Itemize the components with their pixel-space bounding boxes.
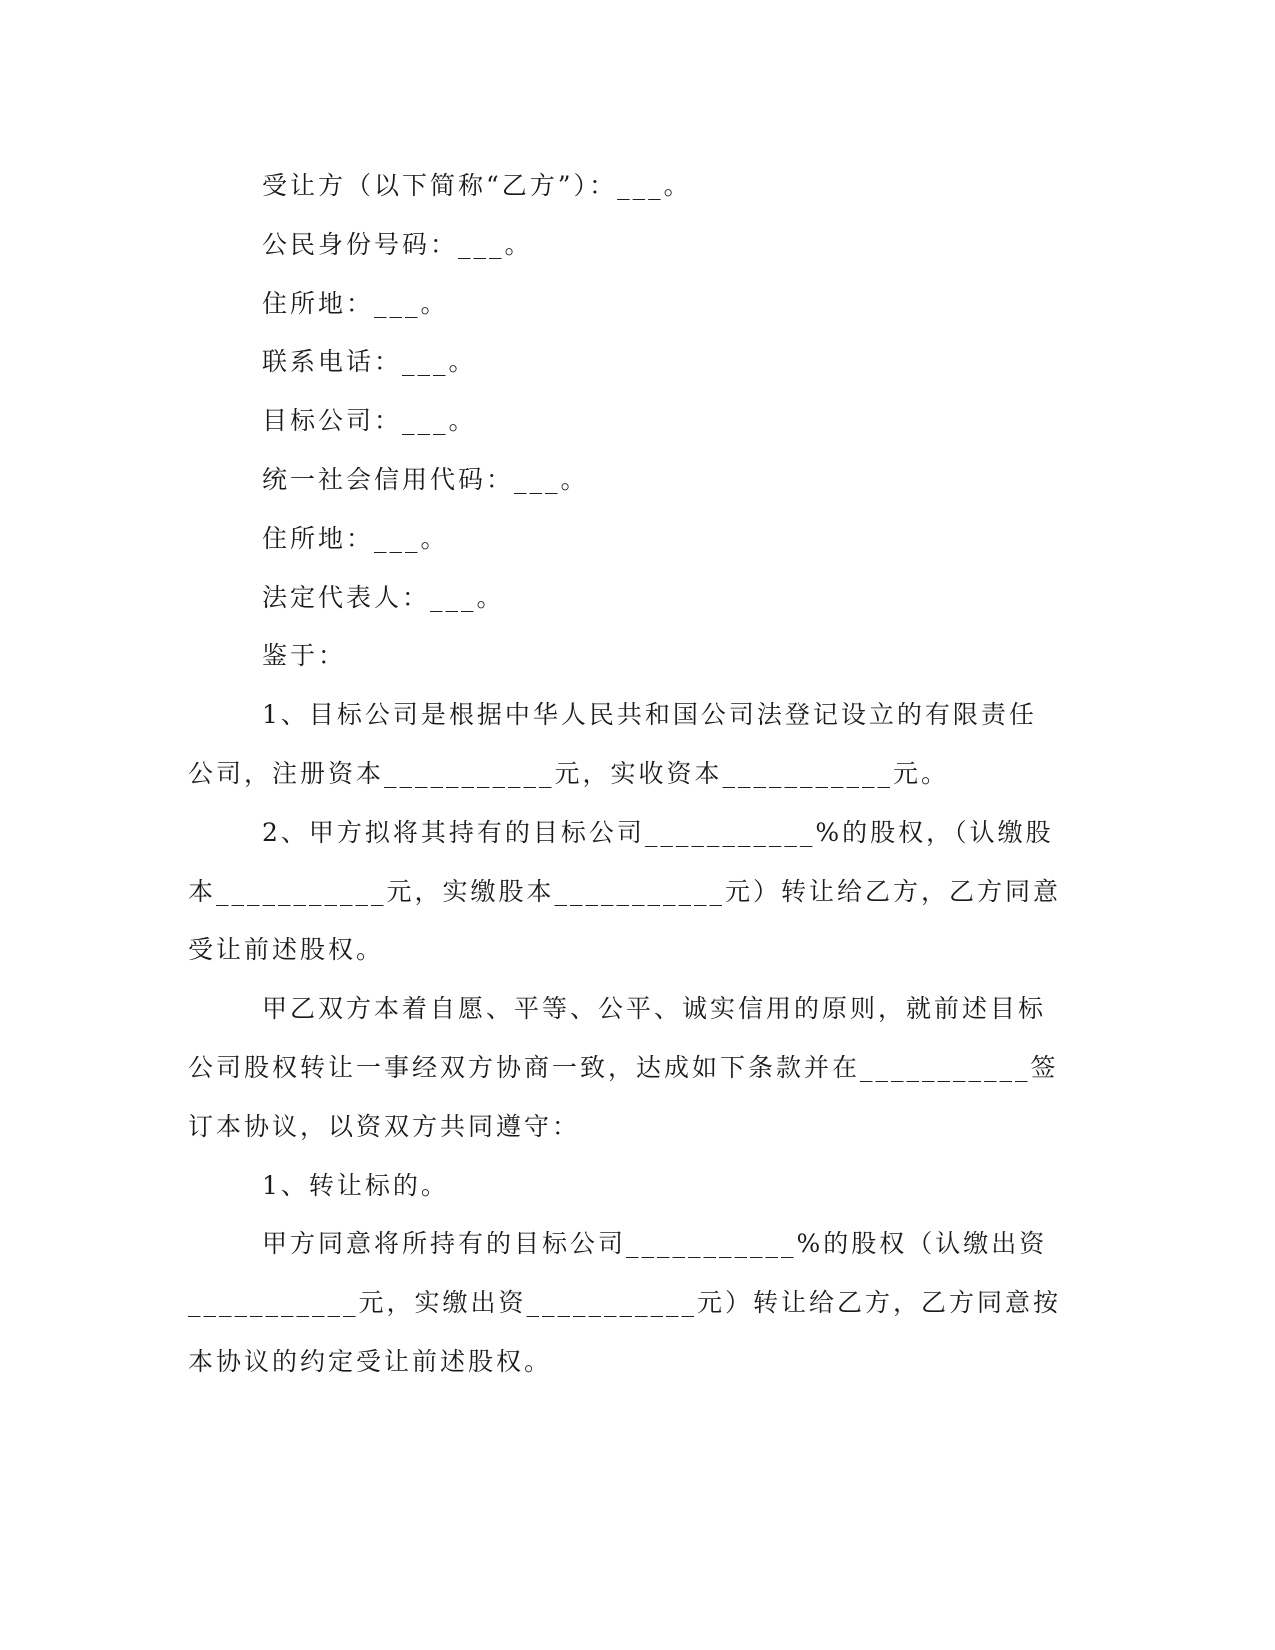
paragraph-line: 本协议的约定受让前述股权。: [188, 1347, 553, 1376]
paragraph-line: 公司股权转让一事经双方协商一致，达成如下条款并在___________签: [188, 1053, 1059, 1082]
legal-rep-line: 法定代表人：___。: [262, 583, 505, 612]
transferee-line: 受让方（以下简称“乙方”）：___。: [262, 171, 692, 200]
paragraph-line: 公司，注册资本___________元，实收资本___________元。: [188, 759, 950, 788]
paragraph-line: 订本协议，以资双方共同遵守：: [188, 1112, 581, 1141]
phone-line: 联系电话：___。: [262, 347, 477, 376]
credit-code-line: 统一社会信用代码：___。: [262, 465, 589, 494]
id-number-line: 公民身份号码：___。: [262, 230, 533, 259]
paragraph-line: 甲乙双方本着自愿、平等、公平、诚实信用的原则，就前述目标: [262, 994, 1047, 1023]
section-heading: 1、转让标的。: [262, 1171, 449, 1200]
paragraph-line: 受让前述股权。: [188, 935, 385, 964]
target-company-line: 目标公司：___。: [262, 406, 477, 435]
paragraph-line: 甲方同意将所持有的目标公司___________%的股权（认缴出资: [262, 1229, 1048, 1258]
address-line: 住所地：___。: [262, 289, 449, 318]
paragraph-line: ___________元，实缴出资___________元）转让给乙方，乙方同意按: [188, 1288, 1062, 1317]
paragraph-line: 1、目标公司是根据中华人民共和国公司法登记设立的有限责任: [262, 700, 1037, 729]
company-address-line: 住所地：___。: [262, 524, 449, 553]
paragraph-line: 2、甲方拟将其持有的目标公司___________%的股权，（认缴股: [262, 818, 1054, 847]
whereas-heading: 鉴于：: [262, 641, 347, 670]
paragraph-line: 本___________元，实缴股本___________元）转让给乙方，乙方同意: [188, 877, 1062, 906]
